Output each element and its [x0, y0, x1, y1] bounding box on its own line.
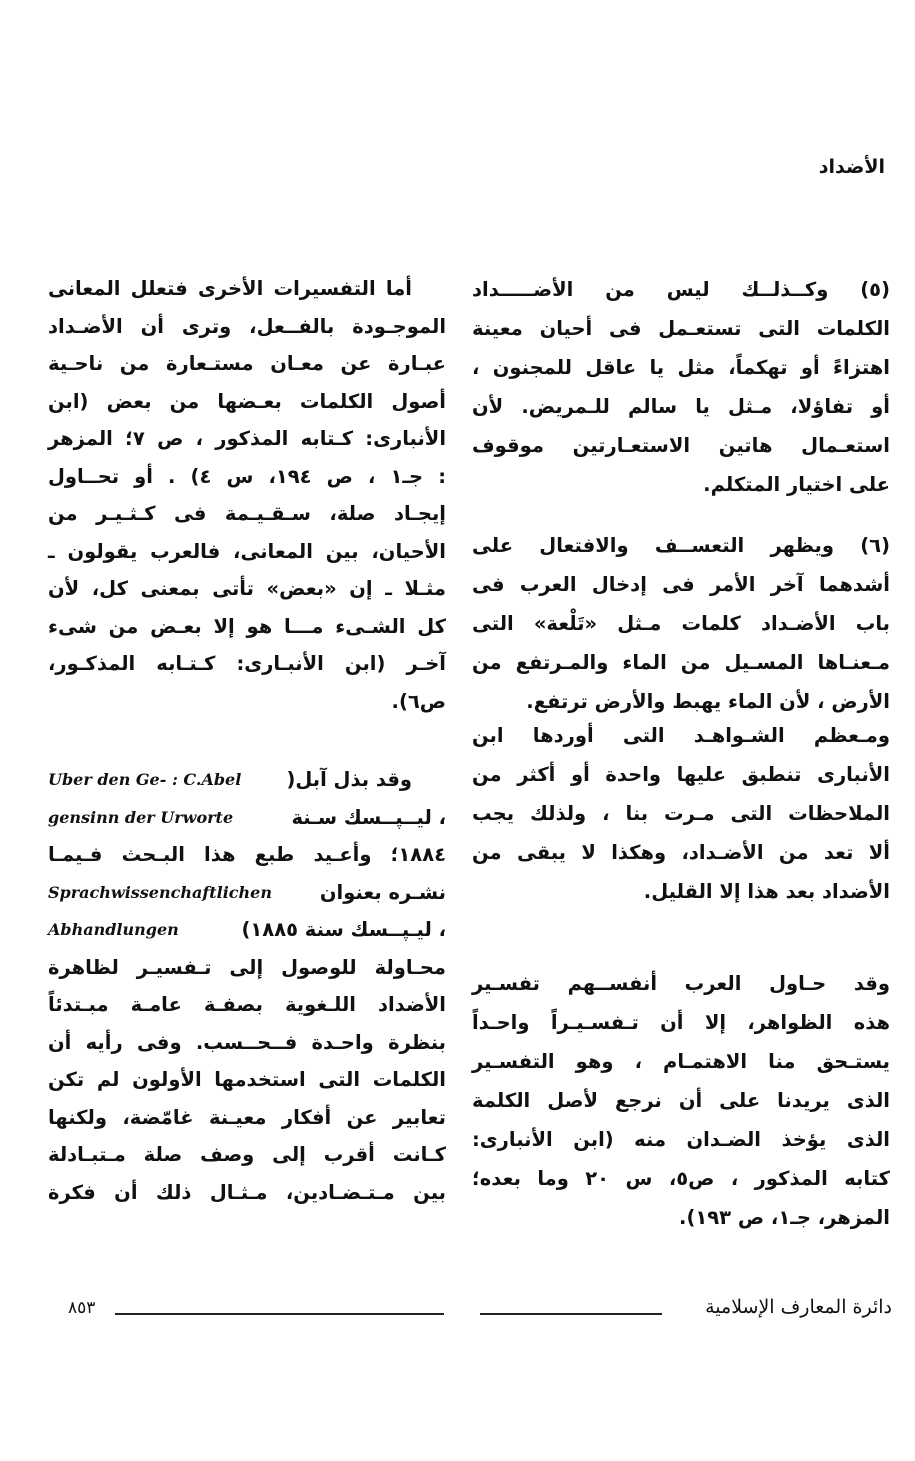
text-line: عبـارة عن معـان مستـعارة من ناحـية	[48, 352, 446, 375]
paragraph	[48, 761, 446, 1211]
text-line: وقد حـاول العرب أنفســهم تفسـير	[472, 972, 890, 995]
text-line: ١٨٨٤؛ وأعـيد طبع هذا البـحث فـيمـا	[48, 843, 446, 866]
paragraph	[48, 270, 446, 720]
text-line: بين مـتـضـادين، مـثـال ذلك أن فكرة	[48, 1180, 446, 1204]
latin-citation: Uber den Ge- : C.Abel	[48, 770, 242, 789]
text-line: الموجـودة بالفــعل، وترى أن الأضـداد	[48, 314, 446, 338]
arabic-text: وقد بذل آبل(	[286, 768, 412, 791]
text-line: إيجـاد صلة، سـقـيـمة فى كـثـيـر من	[48, 502, 446, 525]
arabic-text: ، ليــپــسك سـنة	[291, 805, 446, 829]
text-line: مثـلا ـ إن «بعض» تأتى بمعنى كل، لأن	[48, 577, 446, 600]
page-footer	[40, 1296, 892, 1326]
text-line: أو تفاؤلا، مـثل يا سالم للـمريض. لأن	[472, 395, 890, 418]
text-line: على اختيار المتكلم.	[703, 473, 890, 496]
text-line: الأرض ، لأن الماء يهبط والأرض ترتفع.	[526, 690, 890, 713]
arabic-text: ، ليـپــسك سنة ١٨٨٥)	[241, 918, 446, 941]
text-line: محـاولة للوصول إلى تـفسيـر لظاهرة	[48, 955, 446, 979]
paragraph	[472, 270, 890, 504]
paragraph	[472, 526, 890, 721]
footer-rule	[115, 1313, 444, 1315]
text-line: ص٦).	[391, 689, 446, 713]
text-line: أصول الكلمات بعـضها من بعض (ابن	[48, 389, 446, 413]
text-line: الذى يريدنا على أن نرجع لأصل الكلمة	[472, 1089, 890, 1112]
text-line: هذه الظواهر، إلا أن تـفسـيـراً واحـداً	[472, 1011, 890, 1034]
text-line	[48, 761, 446, 799]
running-title: الأضداد	[818, 156, 885, 178]
text-line: ومـعظم الشـواهـد التى أوردها ابن	[472, 724, 890, 747]
text-line	[48, 911, 446, 949]
text-line: : جـ١ ، ص ١٩٤، س ٤) . أو تحــاول	[48, 464, 446, 488]
text-line: الأضداد بعد هذا إلا القليل.	[643, 880, 890, 903]
text-line: أما التفسيرات الأخرى فتعلل المعانى	[48, 277, 412, 300]
text-line: تعابير عن أفكار معيـنة غامّضة، ولكنها	[48, 1105, 446, 1129]
paragraph	[472, 964, 890, 1237]
text-line: كـانت أقرب إلى وصف صلة مـتبـادلة	[48, 1143, 446, 1166]
text-line	[48, 799, 446, 837]
text-line: باب الأضـداد كلمات مـثل «تَلْعة» التى	[472, 612, 890, 635]
latin-citation: Sprachwissenchaftlichen	[48, 882, 272, 902]
paragraph	[472, 716, 890, 911]
text-line: بنظرة واحـدة فــحــسب. وفى رأيه أن	[48, 1030, 446, 1054]
text-line: الأنبارى تنطبق عليها واحدة أو أكثر من	[472, 763, 890, 786]
text-line: الأحيان، بين المعانى، فالعرب يقولون ـ	[48, 539, 446, 563]
publication-title: دائرة المعارف الإسلامية	[705, 1296, 892, 1318]
text-line: آخـر (ابن الأنبـارى: كـتـابه المذكـور،	[48, 652, 446, 675]
text-line: الأنبارى: كـتابه المذكور ، ص ٧؛ المزهر	[48, 427, 447, 450]
text-line: المزهر، جـ١، ص ١٩٣).	[679, 1206, 890, 1229]
page-number: ٨٥٣	[68, 1298, 96, 1318]
text-line: (٥) وكــذلــك ليس من الأضـــــداد	[472, 278, 890, 301]
text-line: (٦) ويظهر التعســف والافتعال على	[472, 534, 890, 557]
text-line: اهتزاءً أو تهكماً، مثل يا عاقل للمجنون ،	[472, 356, 890, 379]
text-line: كتابه المذكور ، ص٥، س ٢٠ وما بعده؛	[472, 1167, 890, 1190]
text-line: الذى يؤخذ الضـدان منه (ابن الأنبارى:	[472, 1128, 890, 1151]
text-line: الكلمات التى استخدمها الأولون لم تكن	[48, 1068, 446, 1091]
text-line: استعـمال هاتين الاستعـارتين موقوف	[472, 434, 890, 457]
text-line: مـعنـاها المسـيل من الماء والمـرتفع من	[472, 651, 890, 674]
text-line: ألا تعد من الأضـداد، وهكذا لا يبقى من	[472, 841, 890, 864]
latin-citation: gensinn der Urworte	[48, 807, 234, 827]
text-line: الأضداد اللـغوية بصفـة عامـة مبـتدئاً	[48, 993, 446, 1016]
text-line: يستـحق منا الاهتمـام ، وهو التفسـير	[472, 1050, 890, 1073]
text-line	[48, 874, 446, 912]
footer-rule	[480, 1313, 662, 1315]
text-line: أشدهما آخر الأمر فى إدخال العرب فى	[472, 573, 890, 596]
arabic-text: نشـره بعنوان	[319, 880, 446, 904]
text-line: الكلمات التى تستعـمل فى أحيان معينة	[472, 317, 890, 340]
text-line: الملاحظات التى مـرت بنا ، ولذلك يجب	[472, 802, 890, 825]
text-line: كل الشـىء مـــا هو إلا بعـض من شىء	[48, 614, 446, 638]
latin-citation: Abhandlungen	[48, 920, 179, 939]
